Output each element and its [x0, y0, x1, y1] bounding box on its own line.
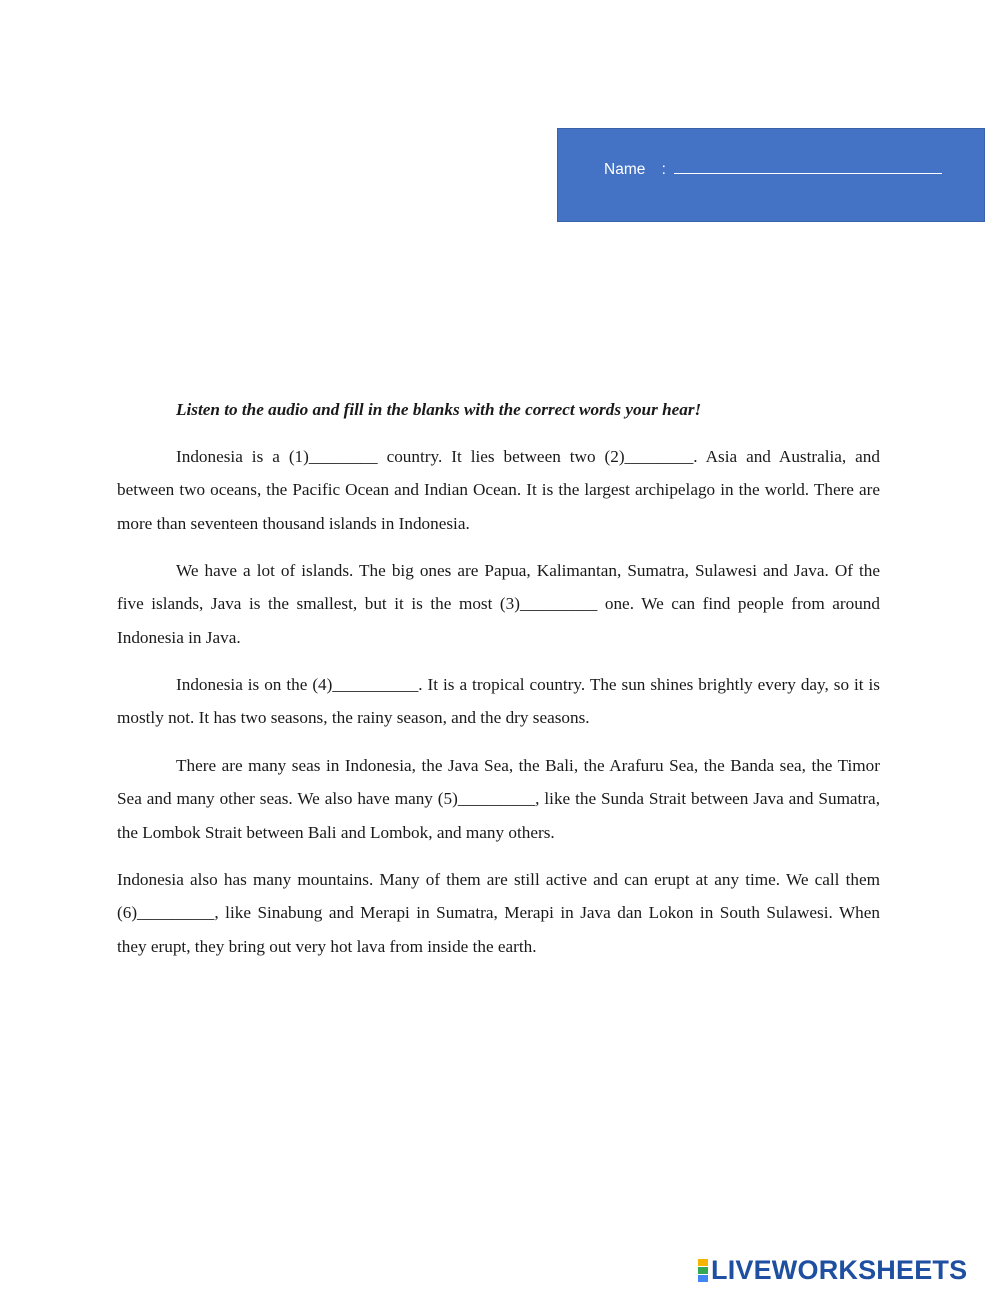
name-field[interactable] — [674, 159, 942, 174]
paragraph-5: Indonesia also has many mountains. Many of them are still active and can erupt at any time. We call them (6)_________, like Sinabung and Merapi in Sumatra, Merapi in Java dan Lokon in South Sulawesi. When they erupt, they bring out very hot lava from inside the earth. — [117, 870, 880, 956]
logo-mark-block-3 — [698, 1275, 708, 1282]
name-label: Name — [604, 161, 646, 178]
name-colon: : — [661, 161, 666, 178]
paragraph-4: There are many seas in Indonesia, the Java Sea, the Bali, the Arafuru Sea, the Banda sea, the Timor Sea and many other seas. We also have many (5)_________, like the Sunda Strait between Java and Sumatra, the Lombok Strait between Bali and Lombok, and many others. — [117, 756, 880, 842]
logo-text: LIVEWORKSHEETS — [711, 1254, 968, 1285]
logo-mark-icon — [698, 1259, 708, 1282]
name-header-box — [557, 128, 985, 222]
paragraph-3: Indonesia is on the (4)__________. It is a tropical country. The sun shines brightly every day, so it is mostly not. It has two seasons, the rainy season, and the dry seasons. — [117, 675, 880, 728]
instruction-text: Listen to the audio and fill in the blanks with the correct words your hear! — [176, 400, 702, 419]
liveworksheets-logo — [698, 1254, 967, 1286]
logo-mark-block-1 — [698, 1259, 708, 1266]
logo-mark-block-2 — [698, 1267, 708, 1274]
name-row — [604, 159, 942, 179]
paragraph-1: Indonesia is a (1)________ country. It lies between two (2)________. Asia and Australia, and between two oceans, the Pacific Ocean and Indian Ocean. It is the largest archipelago in the world. There are more than seventeen thousand islands in Indonesia. — [117, 447, 880, 533]
paragraph-2: We have a lot of islands. The big ones are Papua, Kalimantan, Sumatra, Sulawesi and Java. Of the five islands, Java is the smallest, but it is the most (3)_________ one. We can find people from around Indonesia in Java. — [117, 561, 880, 647]
